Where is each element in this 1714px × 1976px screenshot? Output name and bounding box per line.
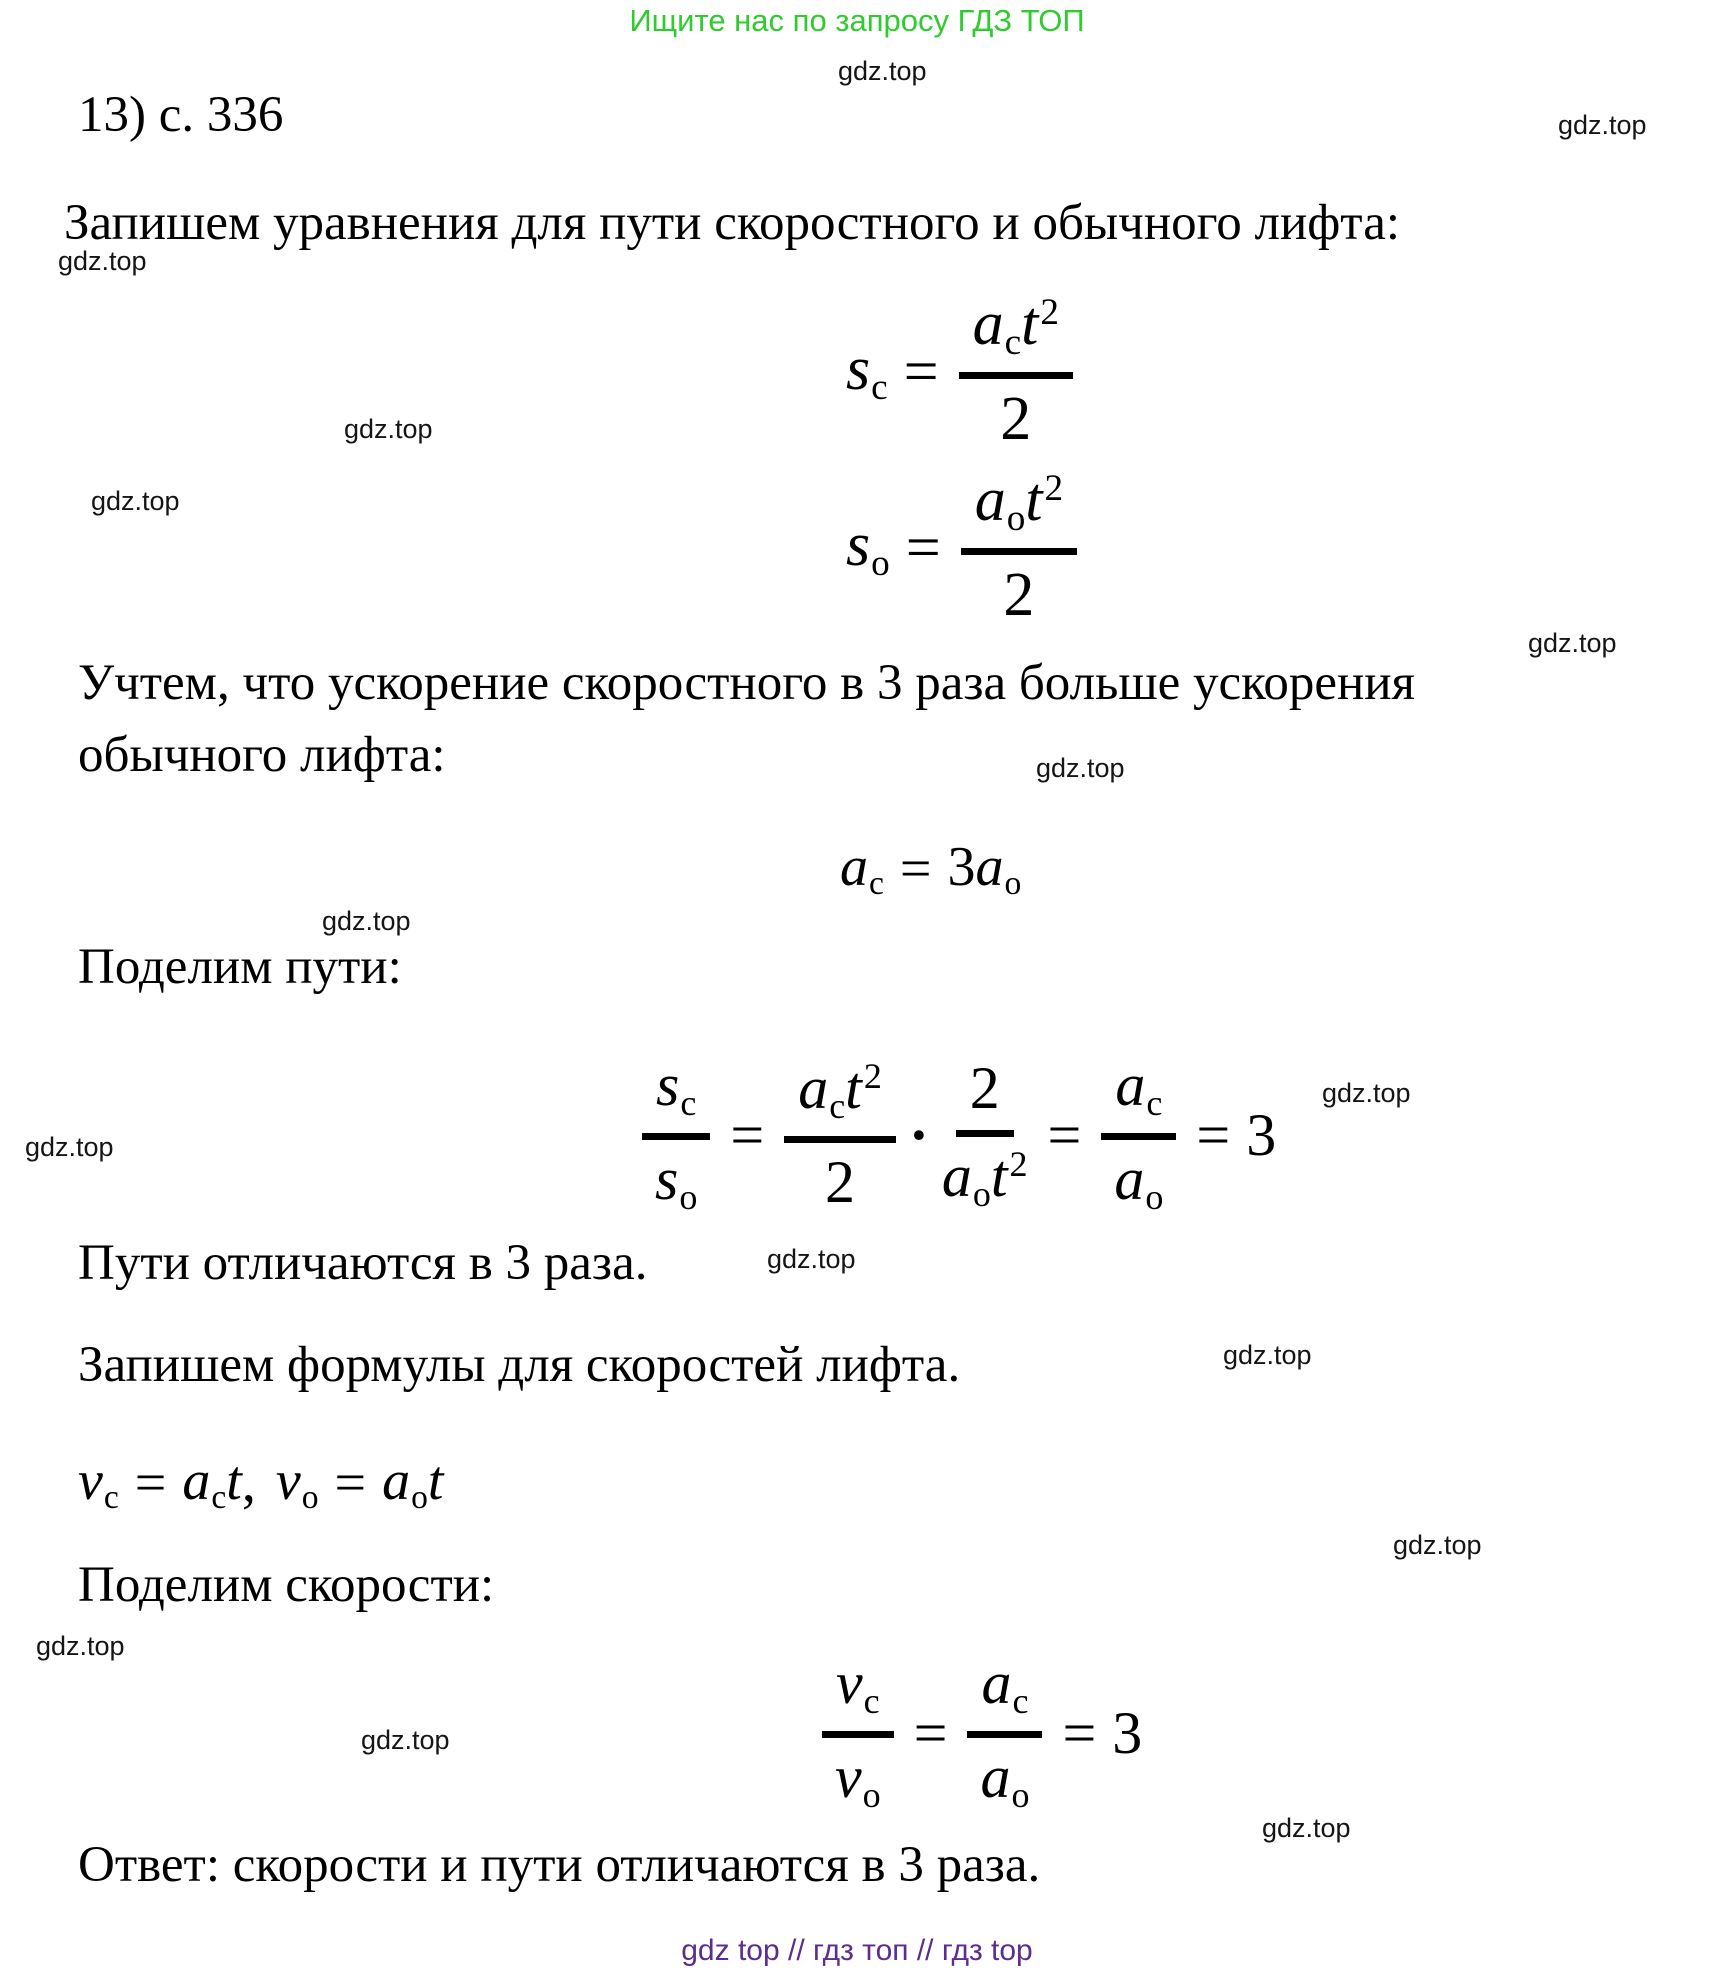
equals-sign: =	[913, 1699, 948, 1766]
fraction-denominator	[942, 1137, 1028, 1214]
formula-accel-relation	[840, 838, 1021, 902]
fraction-numerator	[967, 1652, 1042, 1738]
math-subscript: о	[1004, 865, 1022, 903]
watermark: gdz.top	[1262, 1813, 1351, 1843]
math-var: a	[840, 836, 868, 898]
watermark: gdz.top	[344, 414, 433, 444]
math-rhs	[948, 838, 1022, 902]
watermark: gdz.top	[361, 1725, 450, 1755]
math-subscript: о	[301, 1479, 319, 1517]
math-var: a	[975, 836, 1004, 898]
formula-path-ratio	[638, 1054, 1276, 1217]
watermark: gdz.top	[25, 1132, 114, 1162]
equals-sign: =	[899, 838, 932, 901]
fraction-numerator	[959, 292, 1073, 379]
math-subscript: с	[1004, 322, 1022, 364]
paragraph-write-path-eqs: Запишем уравнения для пути скоростного и обычного лифта:	[64, 195, 1401, 251]
fraction-numerator	[956, 1054, 1014, 1137]
equals-sign: =	[903, 337, 939, 406]
footer-links: gdz top // гдз топ // гдз top	[681, 1934, 1033, 1967]
math-exponent: 2	[1044, 467, 1064, 509]
paragraph-answer: Ответ: скорости и пути отличаются в 3 раза.	[78, 1837, 1041, 1893]
math-number: 3	[1246, 1101, 1277, 1168]
fraction-denominator	[980, 1738, 1029, 1815]
math-var: v	[275, 1450, 301, 1512]
math-var: a	[980, 1743, 1011, 1810]
math-var: t	[845, 1054, 862, 1121]
watermark: gdz.top	[322, 906, 411, 936]
math-var: t	[1021, 290, 1039, 358]
equals-sign: =	[1062, 1699, 1097, 1766]
formula-path-ordinary	[846, 468, 1081, 629]
math-var: a	[972, 290, 1004, 358]
math-rhs	[182, 1452, 241, 1516]
math-subscript: с	[871, 367, 888, 409]
equals-sign: =	[334, 1452, 367, 1515]
math-subscript: с	[863, 1681, 880, 1722]
math-lhs	[846, 337, 888, 407]
math-lhs	[840, 838, 884, 902]
watermark: gdz.top	[838, 56, 927, 86]
fraction-numerator	[822, 1652, 894, 1738]
equals-sign: =	[1047, 1101, 1082, 1168]
math-lhs	[846, 513, 890, 583]
math-var: s	[846, 335, 871, 404]
fraction	[941, 1054, 1028, 1215]
math-var: a	[981, 1650, 1012, 1716]
math-number: 2	[1003, 561, 1035, 630]
formula-speed-eqs	[78, 1452, 443, 1516]
math-number: 2	[825, 1148, 856, 1215]
math-subscript: с	[680, 1083, 697, 1124]
math-subscript: о	[679, 1176, 698, 1217]
math-subscript: с	[829, 1086, 846, 1127]
fraction-denominator	[1000, 379, 1031, 452]
math-var: a	[974, 466, 1006, 534]
fraction-numerator	[1101, 1054, 1176, 1140]
watermark: gdz.top	[1322, 1078, 1411, 1108]
math-var: a	[941, 1142, 972, 1209]
math-var: v	[834, 1743, 862, 1810]
watermark: gdz.top	[1393, 1530, 1482, 1560]
fraction	[1101, 1054, 1176, 1217]
math-subscript: о	[1145, 1176, 1164, 1217]
fraction	[784, 1054, 896, 1215]
paragraph-write-speed-eqs: Запишем формулы для скоростей лифта.	[78, 1337, 961, 1393]
math-exponent: 2	[863, 1056, 882, 1097]
fraction	[959, 292, 1073, 453]
math-exponent: 2	[1040, 291, 1059, 333]
math-var: v	[78, 1450, 103, 1512]
math-number: 3	[1112, 1699, 1143, 1766]
fraction	[822, 1652, 894, 1815]
math-number: 3	[947, 836, 976, 898]
watermark: gdz.top	[36, 1631, 125, 1661]
fraction-numerator	[784, 1054, 896, 1143]
formula-path-fast	[846, 292, 1077, 453]
watermark: gdz.top	[1558, 110, 1647, 140]
paragraph-paths-differ: Пути отличаются в 3 раза.	[78, 1235, 648, 1291]
watermark: gdz.top	[1528, 628, 1617, 658]
math-exponent: 2	[1009, 1144, 1028, 1185]
math-number: 2	[1000, 385, 1032, 454]
promo-banner: Ищите нас по запросу ГДЗ ТОП	[629, 3, 1085, 38]
math-var: t	[427, 1450, 444, 1512]
math-subscript: о	[1006, 498, 1026, 540]
watermark: gdz.top	[91, 486, 180, 516]
math-var: t	[226, 1450, 242, 1512]
math-var: a	[182, 1450, 211, 1512]
math-rhs	[382, 1452, 443, 1516]
fraction	[961, 468, 1077, 629]
math-var: s	[656, 1052, 680, 1118]
fraction-numerator	[642, 1054, 710, 1140]
math-subscript: о	[862, 1774, 881, 1815]
math-lhs	[276, 1452, 319, 1516]
equals-sign: =	[1196, 1101, 1231, 1168]
math-lhs	[78, 1452, 119, 1516]
paragraph-divide-speeds: Поделим скорости:	[78, 1557, 495, 1613]
equals-sign: =	[905, 513, 941, 582]
fraction-denominator	[825, 1143, 855, 1214]
watermark: gdz.top	[1036, 753, 1125, 783]
equals-sign: =	[134, 1452, 167, 1515]
formula-speed-ratio	[818, 1652, 1142, 1815]
math-subscript: с	[103, 1479, 119, 1517]
paragraph-divide-paths: Поделим пути:	[78, 939, 402, 995]
fraction-denominator	[835, 1738, 881, 1815]
fraction	[967, 1652, 1042, 1815]
math-var: a	[798, 1054, 829, 1121]
fraction-denominator	[1003, 555, 1034, 628]
equals-sign: =	[730, 1101, 765, 1168]
paragraph-note-accel-2: обычного лифта:	[78, 727, 446, 783]
math-subscript: с	[869, 865, 884, 903]
fraction-denominator	[1114, 1140, 1163, 1217]
math-subscript: с	[211, 1479, 227, 1517]
math-subscript: с	[1012, 1681, 1029, 1722]
fraction-denominator	[655, 1140, 697, 1217]
math-subscript: о	[1011, 1774, 1030, 1815]
math-var: s	[654, 1145, 679, 1212]
math-subscript: о	[972, 1174, 991, 1215]
paragraph-note-accel-1: Учтем, что ускорение скоростного в 3 раза больше ускорения	[78, 655, 1416, 711]
exercise-title: 13) с. 336	[78, 87, 284, 143]
math-var: t	[990, 1142, 1008, 1209]
math-var: s	[846, 511, 871, 580]
fraction-numerator	[961, 468, 1077, 555]
comma: ,	[241, 1452, 256, 1515]
math-subscript: о	[871, 543, 890, 585]
math-var: a	[382, 1450, 411, 1512]
math-var: t	[1025, 466, 1043, 534]
math-var: a	[1115, 1052, 1146, 1118]
watermark: gdz.top	[58, 246, 147, 276]
math-subscript: с	[1146, 1083, 1163, 1124]
multiplication-dot: ·	[908, 1101, 929, 1168]
watermark: gdz.top	[767, 1244, 856, 1274]
math-subscript: о	[411, 1479, 428, 1517]
math-var: v	[836, 1650, 863, 1716]
math-number: 2	[969, 1054, 1000, 1121]
watermark: gdz.top	[1223, 1340, 1312, 1370]
fraction	[642, 1054, 710, 1217]
math-var: a	[1114, 1145, 1145, 1212]
